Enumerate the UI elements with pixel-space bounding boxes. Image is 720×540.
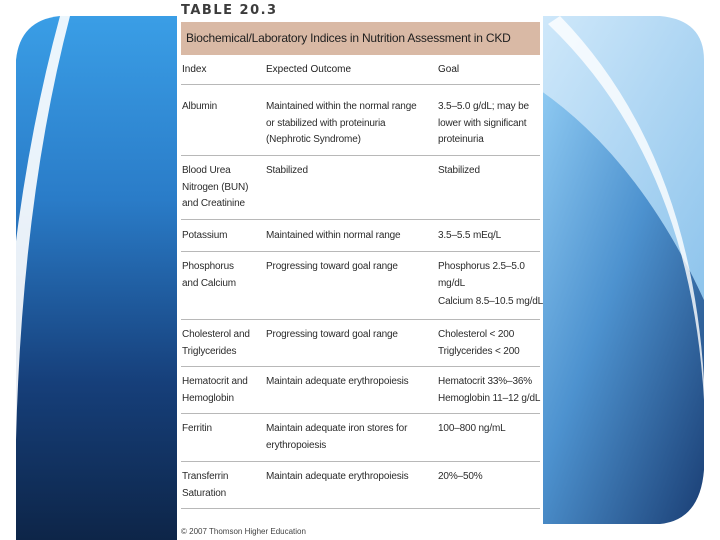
row-rule: [181, 319, 540, 320]
cell-expected-outcome: [266, 259, 434, 276]
column-header-goal: Goal: [438, 64, 460, 75]
cell-text-line: Blood Urea: [182, 165, 231, 176]
cell-text-line: Ferritin: [182, 423, 212, 434]
cell-text-line: Phosphorus: [182, 261, 234, 272]
cell-text-line: Maintain adequate iron stores for: [266, 423, 408, 434]
row-rule: [181, 155, 540, 156]
row-rule: [181, 366, 540, 367]
cell-index: [182, 374, 262, 407]
cell-text-line: Stabilized: [266, 165, 308, 176]
row-rule: [181, 251, 540, 252]
cell-expected-outcome: [266, 163, 434, 180]
cell-text-line: and Creatinine: [182, 198, 245, 209]
cell-text-line: or stabilized with proteinuria: [266, 117, 386, 129]
cell-expected-outcome: [266, 99, 434, 149]
header-rule: [181, 84, 540, 85]
row-rule: [181, 461, 540, 462]
cell-text-line: Potassium: [182, 230, 228, 241]
cell-text-line: Cholesterol < 200: [438, 329, 515, 340]
cell-text-line: Phosphorus 2.5–5.0: [438, 261, 525, 272]
cell-text-line: Nitrogen (BUN): [182, 181, 249, 193]
cell-index: [182, 421, 262, 438]
row-rule: [181, 219, 540, 220]
cell-text-line: Transferrin: [182, 471, 229, 482]
cell-text-line: proteinuria: [438, 134, 484, 145]
cell-index: [182, 99, 262, 116]
cell-text-line: Hematocrit 33%–36%: [438, 376, 533, 387]
table-bottom-rule: [181, 508, 540, 509]
cell-text-line: 3.5–5.0 g/dL; may be: [438, 101, 529, 112]
table-number-label: TABLE 20.3: [181, 3, 278, 18]
cell-text-line: Cholesterol and: [182, 329, 250, 340]
row-rule: [181, 413, 540, 414]
column-header-expected-outcome: Expected Outcome: [266, 64, 352, 75]
cell-text-line: Maintain adequate erythropoiesis: [266, 376, 409, 387]
copyright-footer: © 2007 Thomson Higher Education: [181, 527, 306, 536]
cell-text-line: Hemoglobin: [182, 392, 234, 404]
cell-index: [182, 327, 262, 360]
cell-text-line: Hemoglobin 11–12 g/dL: [438, 392, 541, 404]
table-title: Biochemical/Laboratory Indices in Nutrition Assessment in CKD: [186, 31, 511, 45]
cell-text-line: Progressing toward goal range: [266, 261, 398, 272]
cell-expected-outcome: [266, 469, 434, 486]
cell-goal: [438, 99, 540, 149]
cell-goal: [438, 421, 540, 438]
cell-text-line: Maintained within normal range: [266, 230, 401, 241]
cell-goal: [438, 228, 540, 245]
column-header-index: Index: [182, 64, 207, 75]
cell-expected-outcome: [266, 327, 434, 344]
cell-text-line: Albumin: [182, 101, 218, 112]
cell-expected-outcome: [266, 374, 434, 391]
cell-text-line: mg/dL: [438, 277, 466, 289]
cell-goal: [438, 469, 540, 486]
cell-text-line: Maintain adequate erythropoiesis: [266, 471, 409, 482]
cell-text-line: Triglycerides: [182, 345, 237, 357]
cell-text-line: Stabilized: [438, 165, 480, 176]
cell-goal: [438, 327, 540, 360]
cell-expected-outcome: [266, 421, 434, 454]
cell-text-line: 3.5–5.5 mEq/L: [438, 230, 502, 241]
cell-text-line: erythropoiesis: [266, 439, 327, 451]
cell-text-line: (Nephrotic Syndrome): [266, 134, 361, 145]
cell-text-line: Calcium 8.5–10.5 mg/dL: [438, 296, 544, 307]
cell-index: [182, 228, 262, 245]
cell-index: [182, 259, 262, 292]
cell-goal: [438, 163, 540, 180]
cell-goal: [438, 259, 544, 311]
cell-index: [182, 163, 262, 213]
cell-text-line: and Calcium: [182, 277, 236, 289]
cell-text-line: Saturation: [182, 487, 227, 499]
cell-text-line: 20%–50%: [438, 471, 483, 482]
left-blue-panel: [16, 16, 180, 540]
table-document: [177, 0, 543, 540]
cell-goal: [438, 374, 540, 407]
cell-index: [182, 469, 262, 502]
cell-text-line: 100–800 ng/mL: [438, 423, 506, 434]
cell-text-line: Hematocrit and: [182, 376, 248, 387]
cell-text-line: Triglycerides < 200: [438, 345, 520, 357]
cell-text-line: Maintained within the normal range: [266, 101, 417, 112]
table-title-bar: [181, 22, 540, 55]
cell-text-line: lower with significant: [438, 117, 527, 129]
cell-text-line: Progressing toward goal range: [266, 329, 398, 340]
cell-expected-outcome: [266, 228, 434, 245]
